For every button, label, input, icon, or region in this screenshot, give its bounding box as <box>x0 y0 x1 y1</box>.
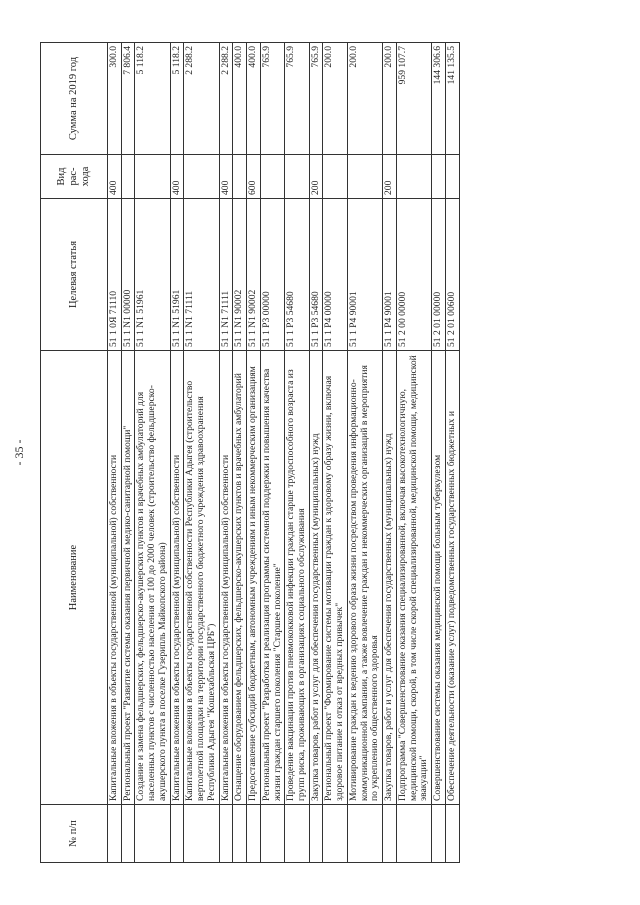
cell-num <box>323 805 347 863</box>
table-row <box>108 43 122 863</box>
cell-num <box>233 805 247 863</box>
table-row <box>445 43 459 863</box>
cell-name: Мотивирование граждан к ведению здорового образа жизни посредством проведения информационно-коммуникационной кампании, а также вовлечение граждан и некоммерческих организаций в мероприятия по укреплению общественного здоровья <box>347 351 382 805</box>
cell-num <box>121 805 135 863</box>
cell-name: Оснащение оборудованием фельдшерских, фельдшерско-акушерских пунктов и врачебных амбулаторий <box>233 351 247 805</box>
cell-num <box>170 805 184 863</box>
cell-sum: 765.9 <box>260 43 284 155</box>
cell-num <box>445 805 459 863</box>
table-row <box>383 43 397 863</box>
cell-kind <box>135 155 170 199</box>
cell-sum: 765.9 <box>309 43 323 155</box>
cell-sum: 7 806.4 <box>121 43 135 155</box>
header-code: Целевая статья <box>41 199 108 351</box>
cell-kind <box>396 155 431 199</box>
table-row <box>121 43 135 863</box>
table-row <box>432 43 446 863</box>
cell-name: Предоставление субсидий бюджетным, автономным учреждениям и иным некоммерческим организациям <box>247 351 261 805</box>
cell-kind <box>285 155 309 199</box>
cell-kind <box>121 155 135 199</box>
cell-name: Капитальные вложения в объекты государственной (муниципальной) собственности <box>219 351 233 805</box>
header-num: № п/п <box>41 805 108 863</box>
cell-code: 51 1 0Я 71110 <box>108 199 122 351</box>
cell-code: 51 2 01 00000 <box>432 199 446 351</box>
header-name: Наименование <box>41 351 108 805</box>
cell-kind: 200 <box>383 155 397 199</box>
cell-code: 51 1 N1 00000 <box>121 199 135 351</box>
cell-sum: 300.0 <box>108 43 122 155</box>
table-header-row <box>41 43 108 863</box>
table-row <box>219 43 233 863</box>
table-row <box>347 43 382 863</box>
cell-code: 51 1 N1 51961 <box>135 199 170 351</box>
cell-code: 51 2 00 00000 <box>396 199 431 351</box>
cell-sum: 959 107.7 <box>396 43 431 155</box>
table-row <box>285 43 309 863</box>
cell-code: 51 1 P3 54680 <box>285 199 309 351</box>
cell-sum: 5 118.2 <box>135 43 170 155</box>
cell-code: 51 1 P3 00000 <box>260 199 284 351</box>
table-row <box>233 43 247 863</box>
cell-kind <box>233 155 247 199</box>
cell-kind: 400 <box>170 155 184 199</box>
cell-code: 51 1 P4 90001 <box>347 199 382 351</box>
cell-kind: 200 <box>309 155 323 199</box>
cell-sum: 2 288.2 <box>219 43 233 155</box>
table-row <box>247 43 261 863</box>
cell-kind <box>445 155 459 199</box>
table-row <box>260 43 284 863</box>
cell-sum: 144 306.6 <box>432 43 446 155</box>
cell-num <box>184 805 219 863</box>
cell-kind: 600 <box>247 155 261 199</box>
header-kind: Вид рас-хода <box>41 155 108 199</box>
cell-name: Капитальные вложения в объекты государственной (муниципальной) собственности <box>170 351 184 805</box>
cell-sum: 400.0 <box>247 43 261 155</box>
header-sum: Сумма на 2019 год <box>41 43 108 155</box>
table-row <box>309 43 323 863</box>
cell-name: Закупка товаров, работ и услуг для обеспечения государственных (муниципальных) нужд <box>383 351 397 805</box>
cell-name: Обеспечение деятельности (оказание услуг) подведомственных государственных бюджетных и <box>445 351 459 805</box>
table-row <box>396 43 431 863</box>
cell-code: 51 1 N1 71111 <box>184 199 219 351</box>
cell-sum: 2 288.2 <box>184 43 219 155</box>
cell-sum: 200.0 <box>383 43 397 155</box>
cell-name: Совершенствование системы оказания медицинской помощи больным туберкулезом <box>432 351 446 805</box>
table-row <box>323 43 347 863</box>
cell-sum: 200.0 <box>323 43 347 155</box>
cell-num <box>247 805 261 863</box>
table-row <box>135 43 170 863</box>
cell-num <box>396 805 431 863</box>
cell-code: 51 1 N1 90002 <box>247 199 261 351</box>
cell-num <box>383 805 397 863</box>
cell-kind <box>260 155 284 199</box>
cell-name: Региональный проект "Разработка и реализация программы системной поддержки и повышения качества жизни граждан старшего поколения "Старшее поколение" <box>260 351 284 805</box>
cell-name: Закупка товаров, работ и услуг для обеспечения государственных (муниципальных) нужд <box>309 351 323 805</box>
cell-code: 51 1 N1 71111 <box>219 199 233 351</box>
cell-code: 51 2 01 00600 <box>445 199 459 351</box>
cell-name: Создание и замена фельдшерских, фельдшерско-акушерских пунктов и врачебных амбулаторий для населенных пунктов с численностью населения от 100 до 2000 человек (строительство фельдшерско-акушерского пункта в поселке Гузерипль Майкопского района) <box>135 351 170 805</box>
cell-sum: 141 135.5 <box>445 43 459 155</box>
cell-name: Капитальные вложения в объекты государственной собственности Республики Адыгея (строительство вертолетной площадки на территории государственного бюджетного учреждения здравоохранения Республики Адыгея "Кошехабльская ЦРБ") <box>184 351 219 805</box>
cell-name: Региональный проект "Формирование системы мотивации граждан к здоровому образу жизни, включая здоровое питание и отказ от вредных привычек" <box>323 351 347 805</box>
cell-kind: 400 <box>108 155 122 199</box>
cell-kind <box>347 155 382 199</box>
cell-sum: 400.0 <box>233 43 247 155</box>
cell-num <box>347 805 382 863</box>
cell-num <box>260 805 284 863</box>
table-body <box>108 43 460 863</box>
cell-name: Региональный проект "Развитие системы оказания первичной медико-санитарной помощи" <box>121 351 135 805</box>
cell-num <box>432 805 446 863</box>
cell-code: 51 1 N1 51961 <box>170 199 184 351</box>
cell-code: 51 1 P4 90001 <box>383 199 397 351</box>
cell-kind <box>323 155 347 199</box>
budget-table <box>40 42 460 863</box>
cell-num <box>135 805 170 863</box>
cell-name: Подпрограмма "Совершенствование оказания специализированной, включая высокотехнологичную, медицинской помощи, скорой, в том числе скорой специализированной, медицинской помощи, медицинской эвакуации" <box>396 351 431 805</box>
cell-sum: 5 118.2 <box>170 43 184 155</box>
cell-kind <box>432 155 446 199</box>
cell-sum: 765.9 <box>285 43 309 155</box>
cell-code: 51 1 P4 00000 <box>323 199 347 351</box>
cell-name: Проведение вакцинации против пневмококковой инфекции граждан старше трудоспособного возраста из групп риска, проживающих в организациях социального обслуживания <box>285 351 309 805</box>
cell-sum: 200.0 <box>347 43 382 155</box>
cell-num <box>285 805 309 863</box>
cell-name: Капитальные вложения в объекты государственной (муниципальной) собственности <box>108 351 122 805</box>
cell-code: 51 1 N1 90002 <box>233 199 247 351</box>
cell-kind: 400 <box>219 155 233 199</box>
cell-num <box>309 805 323 863</box>
cell-kind <box>184 155 219 199</box>
table-row <box>170 43 184 863</box>
table-row <box>184 43 219 863</box>
cell-num <box>219 805 233 863</box>
cell-num <box>108 805 122 863</box>
page-number: - 35 - <box>12 439 26 466</box>
cell-code: 51 1 P3 54680 <box>309 199 323 351</box>
